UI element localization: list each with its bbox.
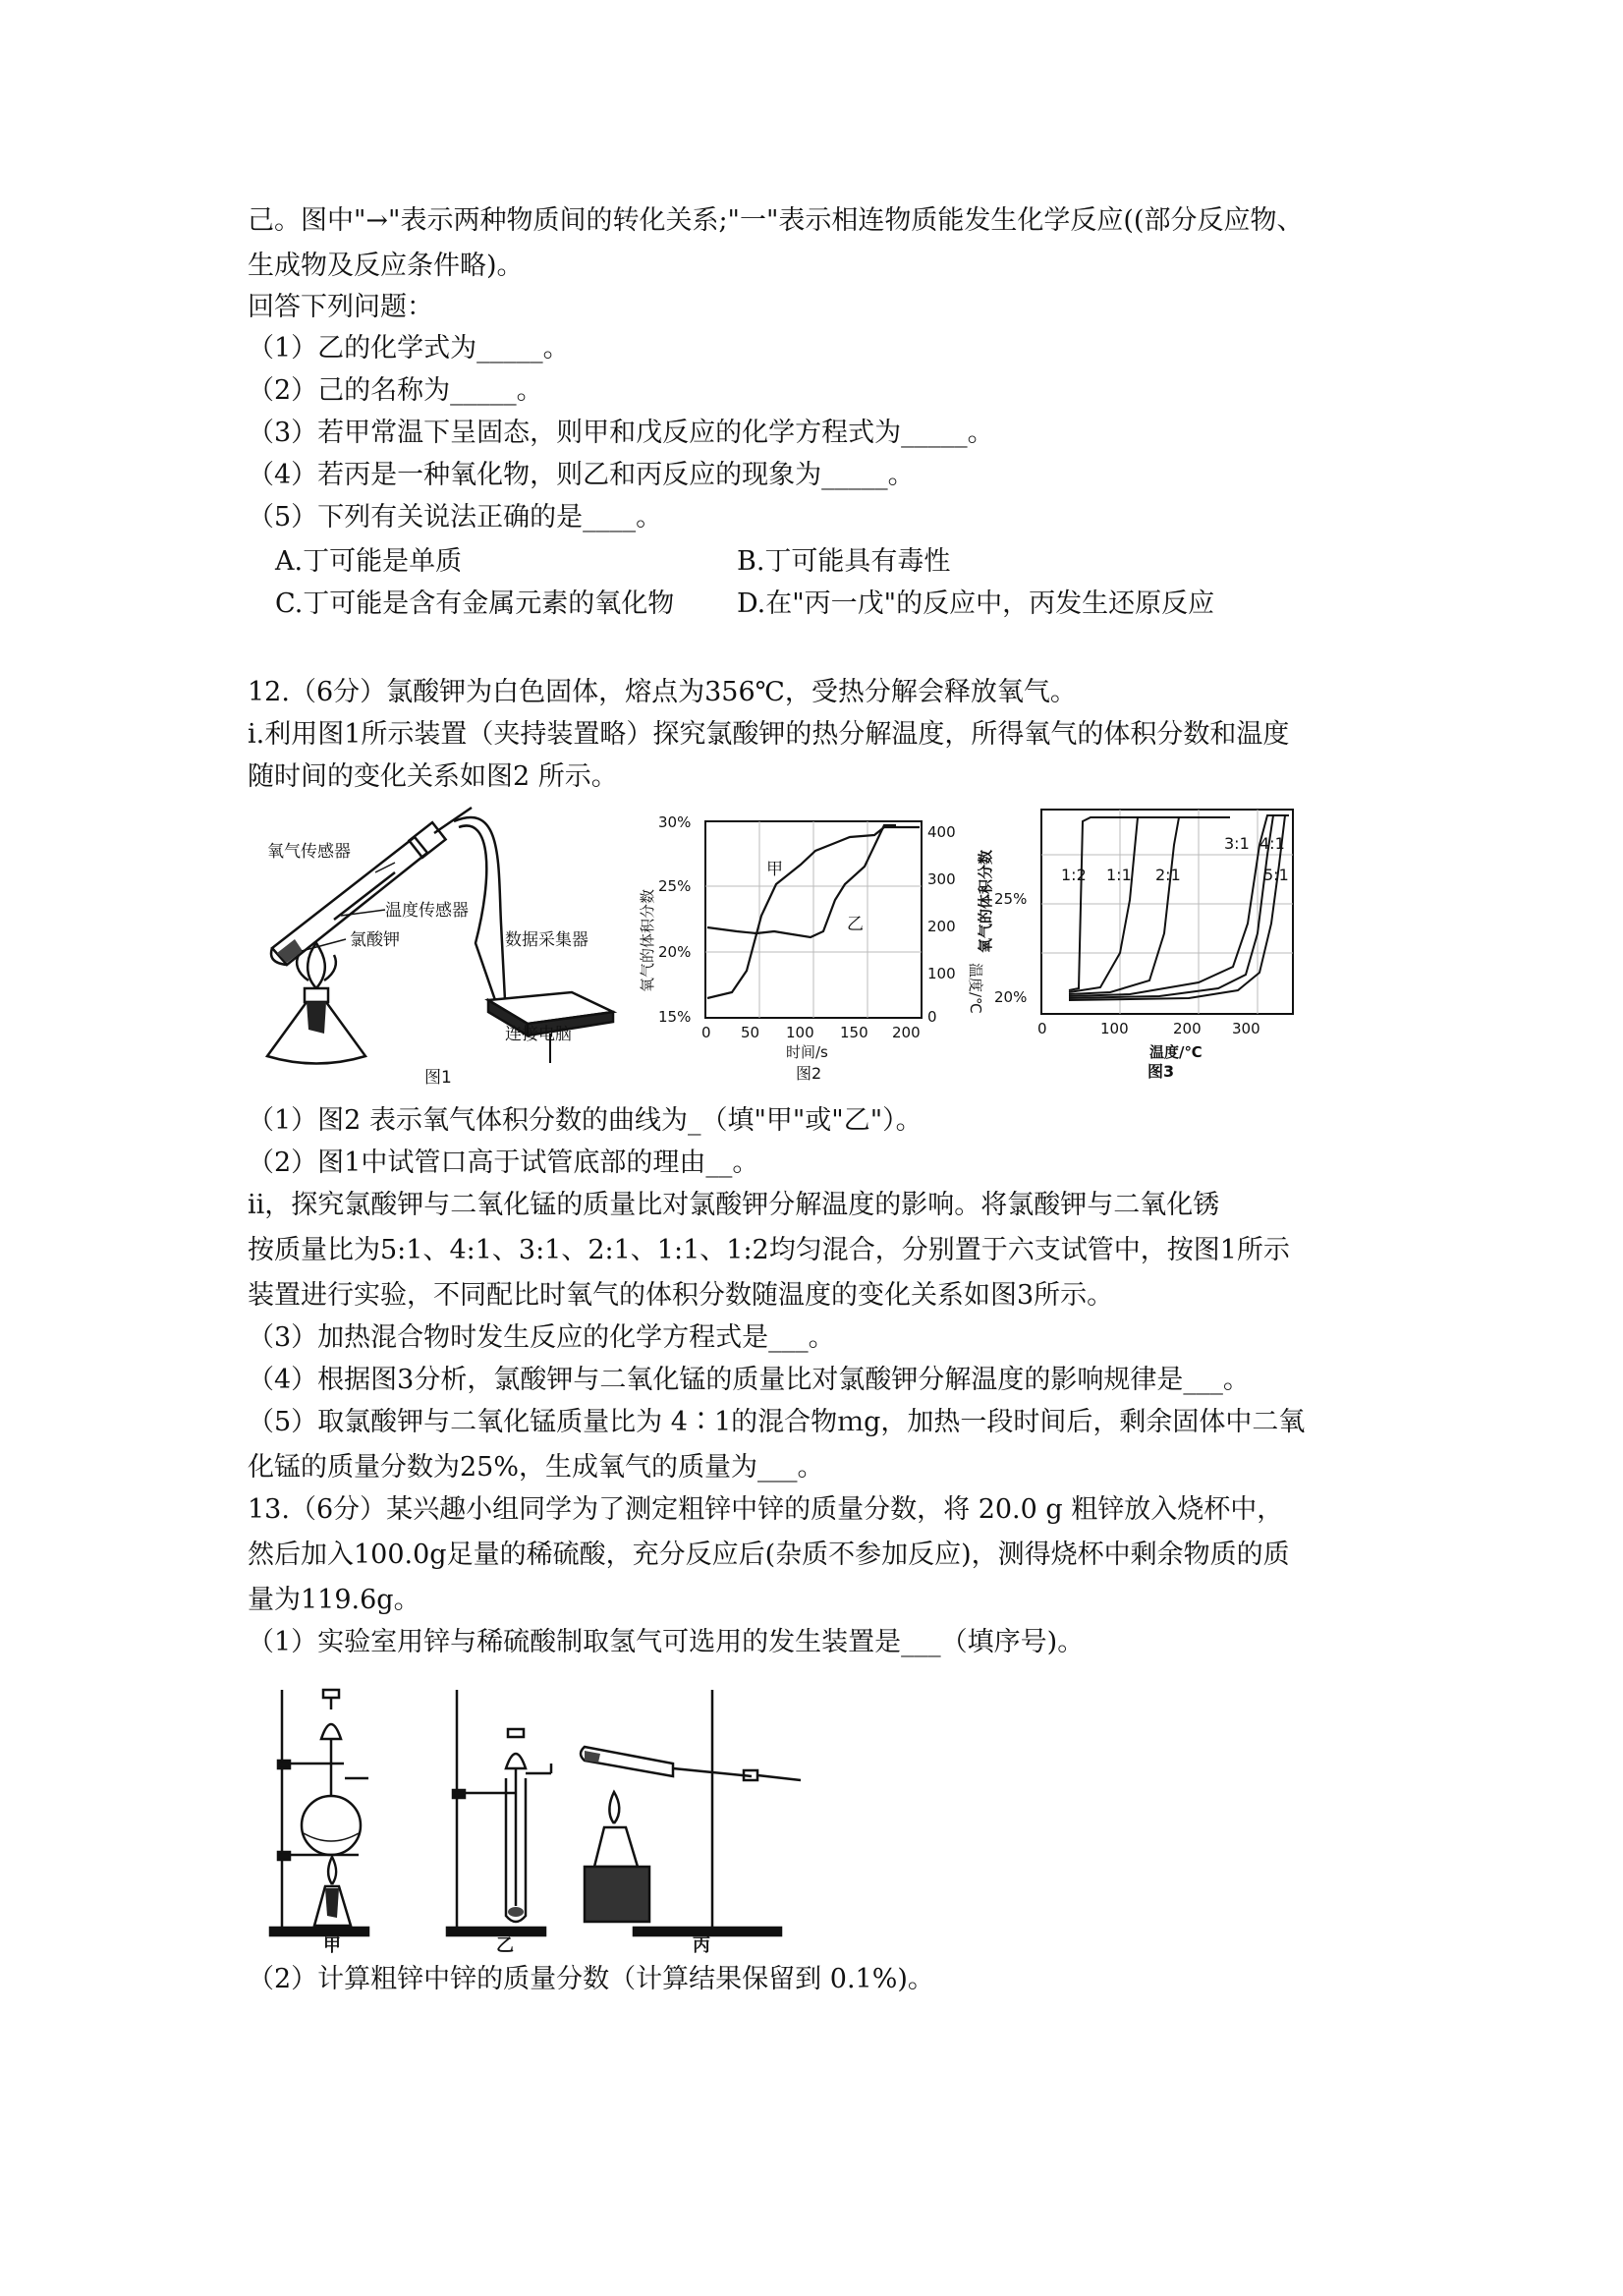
fig3-ratio-3-1: 3:1: [1224, 834, 1250, 853]
q12-part1-line-1: i.利用图1所示装置（夹持装置略）探究氯酸钾的热分解温度，所得氧气的体积分数和温度: [248, 719, 1290, 750]
fig3-x-tick-3: 200: [1173, 1020, 1202, 1037]
fig2-x-tick-3: 100: [786, 1024, 814, 1041]
apparatus-label-yi: 乙: [496, 1935, 514, 1956]
fig2-label-jia: 甲: [766, 860, 783, 879]
apparatus-yi: [447, 1690, 551, 1935]
fig1-label-computer: 连接电脑: [505, 1025, 572, 1044]
fig3-caption: 图3: [1147, 1062, 1175, 1081]
apparatus-label-bing: 丙: [693, 1935, 710, 1956]
fig3-y-tick-1: 25%: [994, 890, 1028, 908]
q11-intro-line-1: 己。图中"→"表示两种物质间的转化关系;"一"表示相连物质能发生化学反应((部分反应物、: [248, 205, 1304, 236]
q12-part2-line-3: 装置进行实验，不同配比时氧气的体积分数随温度的变化关系如图3所示。: [248, 1280, 1114, 1311]
q12-item-5-line-1: （5）取氯酸钾与二氧化锰质量比为 4∶1的混合物ｍg，加热一段时间后，剩余固体中二氧: [248, 1407, 1306, 1437]
fig2-x-tick-4: 150: [840, 1024, 868, 1041]
fig3-ratio-1-1: 1:1: [1106, 866, 1132, 884]
fig3-ratio-5-1: 5:1: [1263, 866, 1289, 884]
figure-3-chart: [973, 806, 1316, 1091]
apparatus-jia: [270, 1690, 368, 1935]
fig2-x-tick-2: 50: [741, 1024, 760, 1041]
q12-item-4: （4）根据图3分析，氯酸钾与二氧化锰的质量比对氯酸钾分解温度的影响规律是___。: [248, 1365, 1250, 1395]
fig1-caption: 图1: [424, 1068, 452, 1088]
q12-part2-line-1: ii，探究氯酸钾与二氧化锰的质量比对氯酸钾分解温度的影响。将氯酸钾与二氧化锈: [248, 1190, 1220, 1220]
q11-item-2: （2）己的名称为_____。: [248, 375, 543, 406]
q13-head-line-3: 量为119.6g。: [248, 1585, 420, 1615]
q12-part1-line-2: 随时间的变化关系如图2 所示。: [248, 761, 618, 792]
fig3-ratio-2-1: 2:1: [1155, 866, 1181, 884]
fig2-right-tick-5: 0: [927, 1008, 937, 1026]
fig2-x-label: 时间/s: [786, 1043, 828, 1061]
fig1-label-collector: 数据采集器: [505, 930, 588, 950]
q11-item-1: （1）乙的化学式为_____。: [248, 333, 570, 364]
fig3-x-tick-1: 0: [1037, 1020, 1047, 1037]
fig2-x-tick-1: 0: [701, 1024, 711, 1041]
figure-2-chart: [639, 806, 984, 1091]
fig2-y-label-left: 氧气的体积分数: [639, 888, 656, 992]
figure-1-apparatus: [248, 806, 641, 1091]
q12-part2-line-2: 按质量比为5:1、4:1、3:1、2:1、1:1、1:2均匀混合，分别置于六支试管中，按图1所示: [248, 1235, 1290, 1265]
q12-item-5-line-2: 化锰的质量分数为25%，生成氧气的质量为___。: [248, 1452, 824, 1483]
q12-item-3: （3）加热混合物时发生反应的化学方程式是___。: [248, 1322, 835, 1353]
fig2-right-tick-4: 100: [927, 965, 956, 982]
fig3-x-tick-2: 100: [1100, 1020, 1129, 1037]
q12-item-2: （2）图1中试管口高于试管底部的理由__。: [248, 1148, 759, 1178]
fig2-left-tick-2: 25%: [658, 877, 692, 895]
q11-option-b: B.丁可能具有毒性: [737, 546, 951, 577]
fig2-y-label-right: 温度/℃: [967, 963, 984, 1014]
fig3-ratio-4-1: 4:1: [1259, 834, 1285, 853]
q11-intro-line-2: 生成物及反应条件略)。: [248, 251, 524, 281]
fig3-x-tick-4: 300: [1232, 1020, 1260, 1037]
fig3-curve-4-1: [1069, 815, 1289, 998]
apparatus-label-jia: 甲: [323, 1935, 341, 1956]
fig1-label-kclo3: 氯酸钾: [350, 930, 400, 950]
q11-item-5: （5）下列有关说法正确的是____。: [248, 502, 663, 532]
q11-item-3: （3）若甲常温下呈固态，则甲和戊反应的化学方程式为_____。: [248, 418, 994, 448]
fig3-ratio-1-2: 1:2: [1061, 866, 1087, 884]
q12-item-1: （1）图2 表示氧气体积分数的曲线为_（填"甲"或"乙"）。: [248, 1105, 923, 1136]
fig1-label-temp-sensor: 温度传感器: [385, 901, 469, 921]
fig2-left-tick-4: 15%: [658, 1008, 692, 1026]
fig1-label-o2-sensor: 氧气传感器: [267, 842, 351, 862]
fig2-x-tick-5: 200: [892, 1024, 921, 1041]
q13-item-1: （1）实验室用锌与稀硫酸制取氢气可选用的发生装置是___（填序号)。: [248, 1627, 1085, 1657]
q12-head: 12.（6分）氯酸钾为白色固体，熔点为356℃，受热分解会释放氧气。: [248, 677, 1077, 707]
q13-head-line-2: 然后加入100.0g足量的稀硫酸，充分反应后(杂质不参加反应)，测得烧杯中剩余物质的质: [248, 1540, 1290, 1570]
fig2-caption: 图2: [796, 1064, 822, 1083]
fig3-y-tick-2: 20%: [994, 988, 1028, 1006]
fig3-curve-2-1: [1069, 817, 1230, 994]
fig2-label-yi: 乙: [847, 915, 864, 934]
q13-item-2: （2）计算粗锌中锌的质量分数（计算结果保留到 0.1%)。: [248, 1964, 934, 1994]
fig2-right-tick-1: 400: [927, 823, 956, 841]
fig2-right-tick-3: 200: [927, 918, 956, 935]
q11-prompt: 回答下列问题：: [248, 292, 433, 322]
q11-option-c: C.丁可能是含有金属元素的氧化物: [275, 588, 675, 619]
apparatus-bing-block: [585, 1867, 649, 1922]
fig3-x-label: 温度/℃: [1149, 1043, 1203, 1061]
q11-option-d: D.在"丙一戊"的反应中，丙发生还原反应: [737, 588, 1215, 619]
fig3-y-label: 氧气的体积分数: [977, 849, 994, 953]
q11-item-4: （4）若丙是一种氧化物，则乙和丙反应的现象为_____。: [248, 460, 915, 490]
fig3-curve-5-1: [1069, 815, 1285, 1000]
figure-q13-apparatus: [260, 1670, 830, 1955]
fig3-curve-3-1: [1069, 815, 1289, 996]
q13-head-line-1: 13.（6分）某兴趣小组同学为了测定粗锌中锌的质量分数，将 20.0 g 粗锌放入烧杯中，: [248, 1494, 1284, 1525]
fig2-right-tick-2: 300: [927, 870, 956, 888]
fig2-left-tick-3: 20%: [658, 943, 692, 961]
q11-option-a: A.丁可能是单质: [275, 546, 463, 577]
fig2-left-tick-1: 30%: [658, 813, 692, 831]
